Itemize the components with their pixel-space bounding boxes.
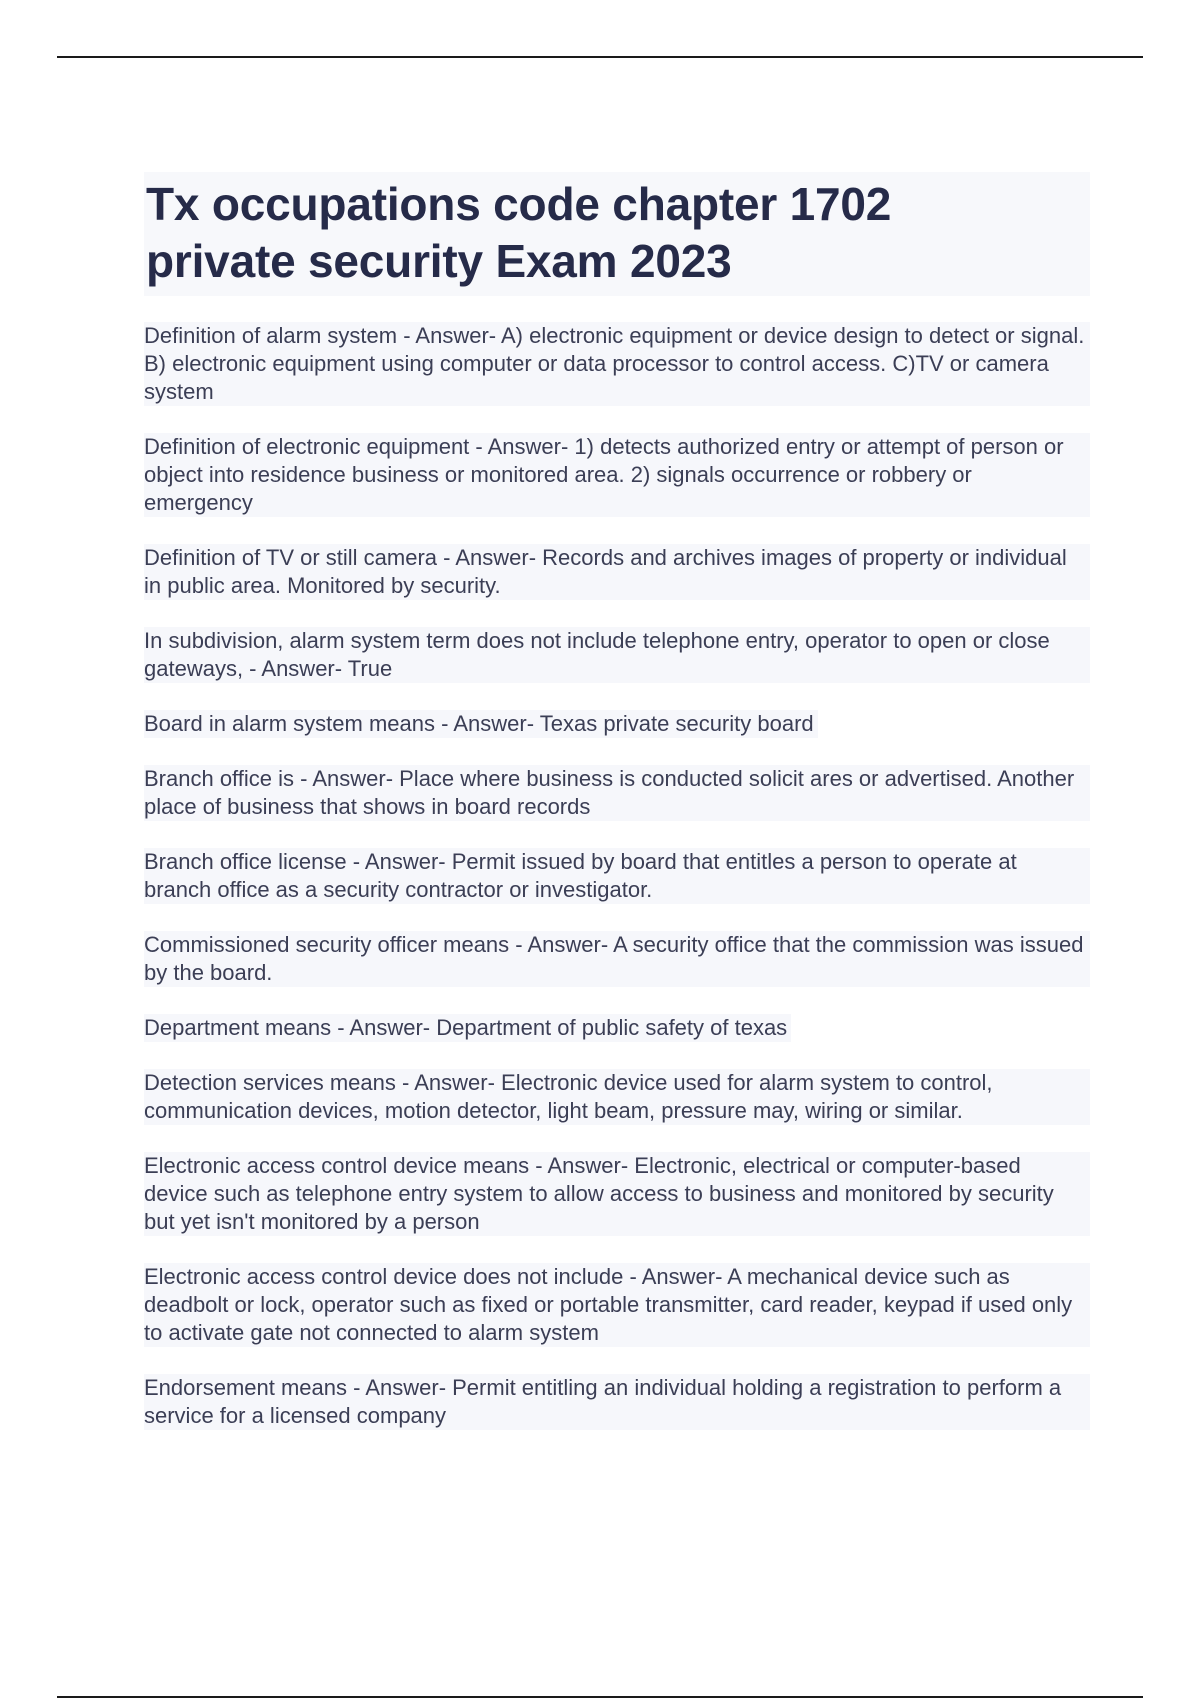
qa-item-5: Board in alarm system means - Answer- Texas private security board bbox=[144, 710, 818, 738]
footer-rule bbox=[57, 1696, 1143, 1698]
qa-item-6: Branch office is - Answer- Place where business is conducted solicit ares or advertised. Another place of business that shows in board records bbox=[144, 765, 1090, 821]
qa-item-7: Branch office license - Answer- Permit issued by board that entitles a person to operate at branch office as a security contractor or investigator. bbox=[144, 848, 1090, 904]
qa-item-2: Definition of electronic equipment - Answer- 1) detects authorized entry or attempt of person or object into residence business or monitored area. 2) signals occurrence or robbery or emergency bbox=[144, 433, 1090, 517]
title-line-1: Tx occupations code chapter 1702 bbox=[146, 178, 892, 230]
title-block bbox=[144, 172, 1090, 296]
qa-item-13: Endorsement means - Answer- Permit entitling an individual holding a registration to perform a service for a licensed company bbox=[144, 1374, 1090, 1430]
qa-item-9: Department means - Answer- Department of public safety of texas bbox=[144, 1014, 791, 1042]
header-rule bbox=[57, 56, 1143, 58]
qa-item-3: Definition of TV or still camera - Answer- Records and archives images of property or individual in public area. Monitored by security. bbox=[144, 544, 1090, 600]
page-title bbox=[146, 176, 1086, 290]
qa-item-4: In subdivision, alarm system term does not include telephone entry, operator to open or close gateways, - Answer- True bbox=[144, 627, 1090, 683]
qa-item-10: Detection services means - Answer- Electronic device used for alarm system to control, communication devices, motion detector, light beam, pressure may, wiring or similar. bbox=[144, 1069, 1090, 1125]
title-line-2: private security Exam 2023 bbox=[146, 235, 732, 287]
qa-item-11: Electronic access control device means - Answer- Electronic, electrical or computer-based device such as telephone entry system to allow access to business and monitored by security but yet isn't monitored by a person bbox=[144, 1152, 1090, 1236]
qa-item-12: Electronic access control device does not include - Answer- A mechanical device such as deadbolt or lock, operator such as fixed or portable transmitter, card reader, keypad if used only to activate gate not connected to alarm system bbox=[144, 1263, 1090, 1347]
qa-item-1: Definition of alarm system - Answer- A) electronic equipment or device design to detect or signal. B) electronic equipment using computer or data processor to control access. C)TV or camera system bbox=[144, 322, 1090, 406]
qa-item-8: Commissioned security officer means - Answer- A security office that the commission was issued by the board. bbox=[144, 931, 1090, 987]
document-body bbox=[144, 172, 1090, 1457]
